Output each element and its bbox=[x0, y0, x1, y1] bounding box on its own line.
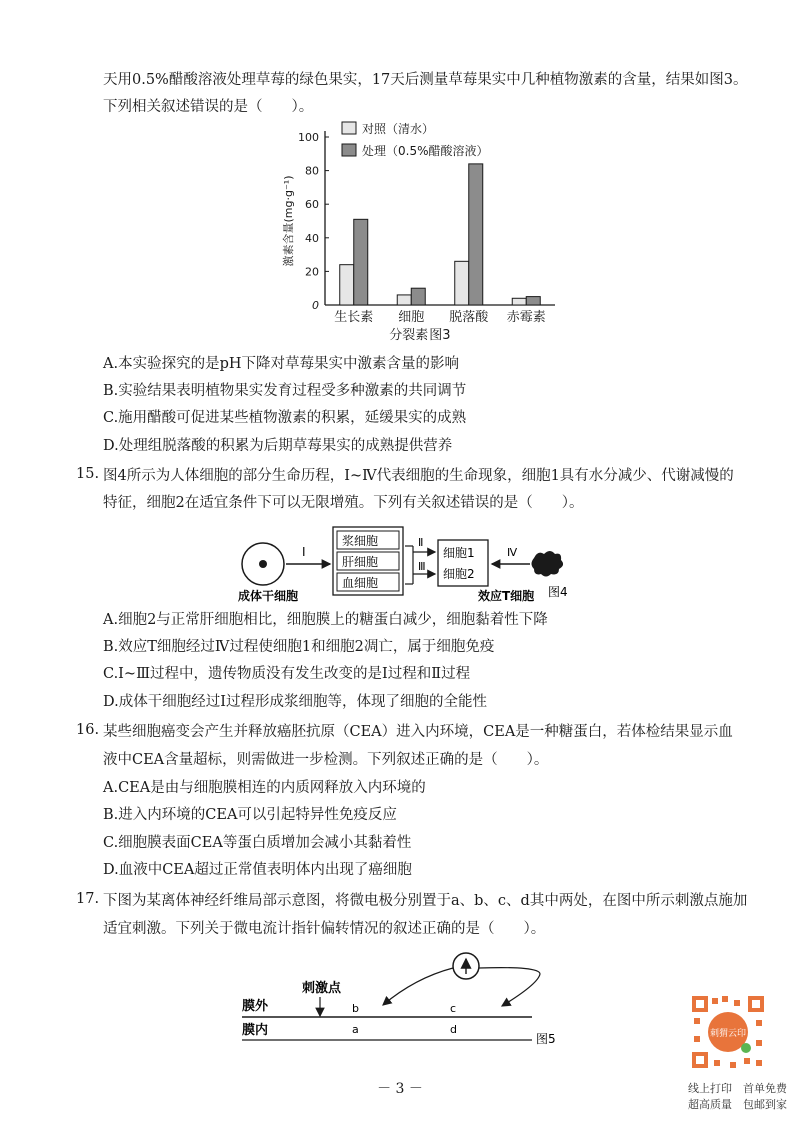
point-d-label: d bbox=[450, 1023, 457, 1036]
q16-stem-line1: 某些细胞癌变会产生并释放癌胚抗原（CEA）进入内环境，CEA是一种糖蛋白，若体检结果显示血 bbox=[103, 724, 733, 740]
x-tick-sublabel: 分裂素 bbox=[389, 328, 429, 343]
arrow-1-label: Ⅰ bbox=[302, 545, 306, 559]
stimulus-point-label: 刺激点 bbox=[302, 981, 342, 996]
x-tick-label: 细胞 bbox=[398, 310, 425, 325]
x-tick-label: 脱落酸 bbox=[449, 310, 489, 325]
q15-option-b: B.效应T细胞经过Ⅳ过程使细胞1和细胞2凋亡，属于细胞免疫 bbox=[103, 639, 495, 655]
q14-stem-line2: 下列相关叙述错误的是（ ）。 bbox=[103, 99, 314, 115]
q15-stem-line1: 图4所示为人体细胞的部分生命历程，Ⅰ~Ⅳ代表细胞的生命现象，细胞1具有水分减少、代谢减慢的 bbox=[103, 468, 734, 484]
figure-3-label: 图3 bbox=[429, 328, 451, 343]
cell-2-label: 细胞2 bbox=[443, 567, 475, 581]
q16-number: 16. bbox=[76, 722, 100, 738]
x-tick-label: 赤霉素 bbox=[506, 310, 546, 325]
cell-1-label: 细胞1 bbox=[443, 546, 475, 560]
stem-cell-label: 成体干细胞 bbox=[238, 589, 299, 602]
plasma-cell-label: 浆细胞 bbox=[342, 534, 379, 548]
bar-control bbox=[512, 298, 526, 305]
q15-option-c: C.Ⅰ~Ⅲ过程中，遗传物质没有发生改变的是Ⅰ过程和Ⅱ过程 bbox=[103, 666, 471, 682]
y-tick-label: 40 bbox=[305, 231, 319, 245]
q16-option-c: C.细胞膜表面CEA等蛋白质增加会减小其黏着性 bbox=[103, 835, 412, 851]
arrow-3-label: Ⅲ bbox=[418, 560, 426, 573]
effector-t-cell-label: 效应T细胞 bbox=[478, 589, 535, 602]
point-c-label: c bbox=[450, 1002, 457, 1015]
q14-option-c: C.施用醋酸可促进某些植物激素的积累，延缓果实的成熟 bbox=[103, 410, 467, 426]
qr-badge-text: 刺猬云印 bbox=[709, 1029, 747, 1039]
q16-option-b: B.进入内环境的CEA可以引起特异性免疫反应 bbox=[103, 807, 397, 823]
blood-cell-label: 血细胞 bbox=[342, 576, 379, 590]
q15-option-d: D.成体干细胞经过Ⅰ过程形成浆细胞等，体现了细胞的全能性 bbox=[103, 694, 487, 710]
hormone-bar-chart bbox=[270, 112, 560, 352]
q16-stem-line2: 液中CEA含量超标，则需做进一步检测。下列叙述正确的是（ ）。 bbox=[103, 752, 549, 768]
q14-stem-line1: 天用0.5%醋酸溶液处理草莓的绿色果实，17天后测量草莓果实中几种植物激素的含量，结果如图3。 bbox=[103, 72, 748, 88]
q17-stem-line1: 下图为某离体神经纤维局部示意图，将微电极分别置于a、b、c、d其中两处，在图中所示刺激点施加 bbox=[103, 893, 748, 909]
inner-membrane-label: 膜内 bbox=[242, 1023, 269, 1038]
point-b-label: b bbox=[352, 1002, 359, 1015]
q15-number: 15. bbox=[76, 466, 100, 482]
bar-control bbox=[340, 265, 354, 305]
q14-option-b: B.实验结果表明植物果实发育过程受多种激素的共同调节 bbox=[103, 383, 467, 399]
liver-cell-label: 肝细胞 bbox=[342, 555, 379, 569]
point-a-label: a bbox=[352, 1023, 359, 1036]
page-number: － 3 － bbox=[377, 1081, 423, 1097]
q15-stem-line2: 特征，细胞2在适宜条件下可以无限增殖。下列有关叙述错误的是（ ）。 bbox=[103, 495, 584, 511]
figure-4-label: 图4 bbox=[548, 585, 568, 599]
q16-option-d: D.血液中CEA超过正常值表明体内出现了癌细胞 bbox=[103, 862, 412, 878]
cell-life-diagram bbox=[230, 524, 580, 602]
effector-t-cell-icon bbox=[532, 551, 564, 577]
q17-stem-line2: 适宜刺激。下列关于微电流计指针偏转情况的叙述正确的是（ ）。 bbox=[103, 921, 546, 937]
y-tick-label: 100 bbox=[298, 131, 319, 144]
q17-number: 17. bbox=[76, 891, 100, 907]
watermark-line2: 超高质量 包邮到家 bbox=[688, 1098, 787, 1111]
y-tick-label: 80 bbox=[305, 164, 319, 178]
legend-label: 对照（清水） bbox=[362, 122, 435, 136]
bar-treatment bbox=[411, 288, 425, 305]
bar-treatment bbox=[354, 219, 368, 305]
bar-treatment bbox=[526, 297, 540, 305]
qr-code-watermark bbox=[686, 990, 770, 1074]
y-tick-label: 60 bbox=[305, 198, 319, 212]
y-tick-label: 0 bbox=[312, 299, 319, 312]
y-axis-label: 激素含量(mg·g⁻¹) bbox=[282, 175, 295, 267]
bar-control bbox=[397, 295, 411, 305]
bar-treatment bbox=[469, 164, 483, 305]
nerve-fiber-diagram bbox=[240, 948, 570, 1048]
arrow-2-label: Ⅱ bbox=[418, 536, 424, 549]
q16-option-a: A.CEA是由与细胞膜相连的内质网释放入内环境的 bbox=[103, 780, 426, 796]
figure-5-label: 图5 bbox=[536, 1032, 556, 1046]
y-tick-label: 20 bbox=[305, 265, 319, 279]
watermark-line1: 线上打印 首单免费 bbox=[688, 1082, 787, 1095]
legend-swatch bbox=[342, 144, 356, 156]
q15-option-a: A.细胞2与正常肝细胞相比，细胞膜上的糖蛋白减少，细胞黏着性下降 bbox=[103, 612, 548, 628]
q14-option-d: D.处理组脱落酸的积累为后期草莓果实的成熟提供营养 bbox=[103, 438, 453, 454]
legend-swatch bbox=[342, 122, 356, 134]
x-tick-label: 生长素 bbox=[334, 310, 374, 325]
q14-option-a: A.本实验探究的是pH下降对草莓果实中激素含量的影响 bbox=[103, 356, 460, 372]
arrow-4-label: Ⅳ bbox=[507, 546, 518, 559]
bar-control bbox=[455, 261, 469, 305]
outer-membrane-label: 膜外 bbox=[242, 999, 269, 1014]
legend-label: 处理（0.5%醋酸溶液） bbox=[362, 144, 489, 158]
